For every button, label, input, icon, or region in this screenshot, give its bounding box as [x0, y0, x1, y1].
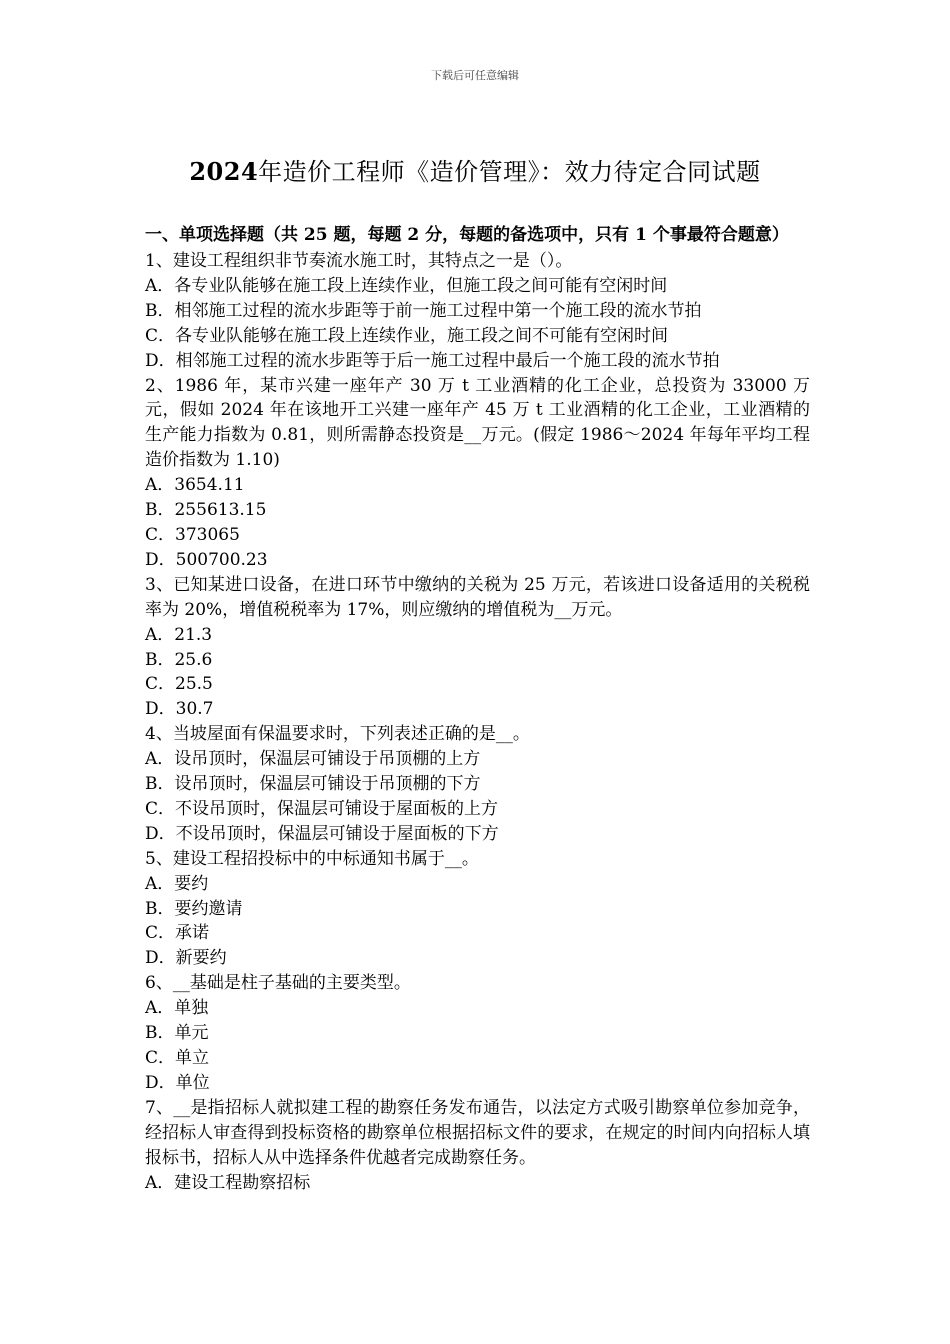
- option-c: C．不设吊顶时，保温层可铺设于屋面板的上方: [145, 798, 499, 819]
- question-stem: 7、__是指招标人就拟建工程的勘察任务发布通告，以法定方式吸引勘察单位参加竞争，经招标人审查得到投标资格的勘察单位根据招标文件的要求，在规定的时间内向招标人填报标书，招标人从中选择条件优越者完成勘察任务。: [145, 1097, 810, 1168]
- option-b: B．255613.15: [145, 500, 267, 521]
- question-stem: 4、当坡屋面有保温要求时，下列表述正确的是__。: [145, 724, 530, 745]
- question-5: [145, 847, 810, 972]
- option-a: A．21.3: [145, 624, 213, 645]
- option-c: C．各专业队能够在施工段上连续作业，施工段之间不可能有空闲时间: [145, 325, 669, 346]
- option-a: A．建设工程勘察招标: [145, 1172, 311, 1193]
- option-c: C．承诺: [145, 923, 210, 944]
- option-d: D．500700.23: [145, 549, 268, 570]
- document-title: [0, 152, 950, 187]
- question-stem: 3、已知某进口设备，在进口环节中缴纳的关税为 25 万元，若该进口设备适用的关税税率为 20%，增值税税率为 17%，则应缴纳的增值税为__万元。: [145, 574, 810, 620]
- option-b: B．25.6: [145, 649, 213, 670]
- option-c: C．单立: [145, 1048, 210, 1068]
- header-note: 下载后可任意编辑: [431, 69, 519, 82]
- question-7: [145, 1096, 810, 1196]
- question-1: [145, 249, 810, 374]
- question-stem: 2、1986 年，某市兴建一座年产 30 万 t 工业酒精的化工企业，总投资为 33000 万元，假如 2024 年在该地开工兴建一座年产 45 万 t 工业酒精的化工企业，工业酒精的生产能力指数为 0.81，则所需静态投资是__万元。(假定 1986～2024 年每年平均工程造价指数为 1.10): [145, 375, 810, 471]
- option-a: A．要约: [145, 873, 209, 894]
- option-b: B．要约邀请: [145, 898, 243, 919]
- option-d: D．相邻施工过程的流水步距等于后一施工过程中最后一个施工段的流水节拍: [145, 350, 720, 371]
- option-b: B．相邻施工过程的流水步距等于前一施工过程中第一个施工段的流水节拍: [145, 300, 702, 321]
- question-6: [145, 971, 810, 1096]
- title-text: 年造价工程师《造价管理》：效力待定合同试题: [258, 158, 761, 186]
- option-a: A．单独: [145, 998, 209, 1019]
- question-stem: 1、建设工程组织非节奏流水施工时，其特点之一是（）。: [145, 251, 573, 271]
- option-d: D．单位: [145, 1072, 210, 1093]
- option-a: A．设吊顶时，保温层可铺设于吊顶棚的上方: [145, 749, 481, 770]
- option-a: A．各专业队能够在施工段上连续作业，但施工段之间可能有空闲时间: [145, 275, 668, 296]
- title-year: 2024: [189, 157, 259, 186]
- document-body: [145, 223, 810, 1195]
- option-d: D．30.7: [145, 699, 214, 720]
- option-d: D．不设吊顶时，保温层可铺设于屋面板的下方: [145, 823, 499, 844]
- question-stem: 6、__基础是柱子基础的主要类型。: [145, 973, 411, 994]
- question-3: [145, 573, 810, 722]
- option-b: B．单元: [145, 1023, 209, 1044]
- section-heading: 一、单项选择题（共 25 题，每题 2 分，每题的备选项中，只有 1 个事最符合题意）: [145, 225, 789, 245]
- option-b: B．设吊顶时，保温层可铺设于吊顶棚的下方: [145, 774, 481, 795]
- question-4: [145, 722, 810, 847]
- option-d: D．新要约: [145, 948, 227, 969]
- option-c: C．25.5: [145, 674, 213, 695]
- option-c: C．373065: [145, 524, 240, 545]
- question-stem: 5、建设工程招投标中的中标通知书属于__。: [145, 848, 479, 869]
- question-2: [145, 374, 810, 573]
- option-a: A．3654.11: [145, 475, 245, 496]
